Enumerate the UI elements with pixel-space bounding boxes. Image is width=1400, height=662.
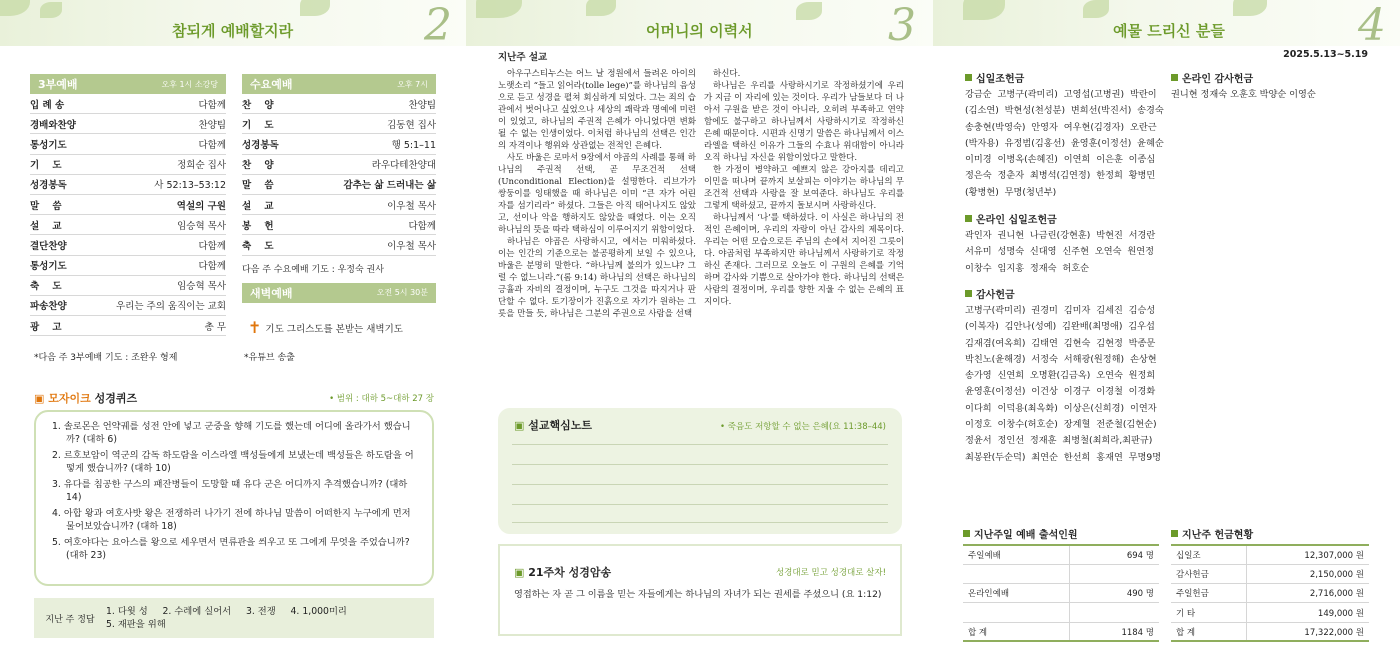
name-line: (이복자) 김안나(성예) 김완배(최명애) 김우섭 [965,321,1155,333]
schedule-row [30,94,226,114]
row-value: 다함께 [198,99,226,111]
wednesday-table [242,74,436,353]
dawn-note: *유튜브 송출 [244,353,295,363]
answers-line-1: 1. 다윗 성 2. 수레에 실어서 3. 전쟁 4. 1,000미리 [106,606,347,617]
page-title: 어머니의 이력서 [646,22,753,40]
attendance-table [963,544,1159,642]
row-label: 성경봉독 [242,139,279,151]
quiz-question: 5. 여호야다는 요아스를 왕으로 세우면서 면류관을 씌우고 또 그에게 무엇을 주었습니까? (대하 23) [52,537,410,561]
row-label: 설 교 [30,220,62,232]
row-label: 입 례 송 [30,99,65,111]
row-label: 찬 양 [242,160,274,172]
quiz-title: 성경퀴즈 [94,392,138,405]
row-value: 역설의 구원 [176,200,226,212]
quiz-header [34,390,434,406]
schedule-row [30,215,226,235]
note-title: 설교핵심노트 [528,419,593,432]
note-line [512,522,888,523]
quiz-questions [52,420,422,562]
row-value: 다함께 [408,220,436,232]
stat-total-value: 1184 명 [1070,622,1159,641]
row-label: 통성기도 [30,139,67,151]
square-icon: ▣ [514,566,525,579]
name-line: 김재겸(여옥희) 김태연 김현숙 김현정 박종문 [965,337,1156,349]
stat-label: 십일조 [1171,545,1247,564]
sermon-note-box [498,408,902,534]
row-label: 말 씀 [30,200,62,212]
quiz-box [34,410,434,586]
square-icon [965,215,972,222]
row-label: 기 도 [242,119,274,131]
service-3-header: 3부예배 오후 1시 소강당 [30,74,226,94]
name-line: 강금순 고병구(곽미리) 고영섭(고병권) 박란이 [965,89,1157,100]
note-line [512,484,888,485]
row-label: 경배와찬양 [30,119,76,131]
square-icon [963,530,970,537]
offering-section [1171,526,1369,642]
schedule-row [242,114,436,134]
tithe-names [965,87,1171,201]
row-label: 말 씀 [242,180,274,192]
stat-total-row [1171,622,1369,641]
sermon-paragraph: 하나님은 야곱은 사랑하시고, 에서는 미워하셨다. 이는 인간의 기준으로는 불공평하게 보일 수 있으나, 바울은 분명히 말한다. “하나님께 불의가 있느냐? 그럴 수 없느니라.”(롬 9:14) 하나님의 선택은 하나님의 긍휼과 자비의 결정이며, 누구도 그것을 따지거나 판단할 수 없다. 토기장이가 진흙으로 자기가 원하는 그릇을 만들 듯, 하나님은 그분의 주권으로 사람을 선택 [498,237,696,319]
stat-label [963,603,1070,622]
stat-value [1070,603,1159,622]
name-line: 고병구(곽미리) 권경미 김미자 김세진 김승성 [965,305,1156,316]
stat-label: 온라인예배 [963,584,1070,603]
stat-total-label: 합 계 [1171,622,1247,641]
row-value: 이우철 목사 [387,200,436,212]
stat-value [1070,564,1159,583]
date-range: 2025.5.13~5.19 [1283,49,1368,60]
dawn-header: 새벽예배 오전 5시 30분 [242,283,436,303]
schedule-row [30,256,226,276]
stat-value: 2,150,000 원 [1247,564,1369,583]
thanks-names [965,303,1171,466]
row-label: 통성기도 [30,261,67,273]
schedule-row [30,316,226,336]
stat-label [963,564,1070,583]
attendance-title: 지난주일 예배 출석인원 [974,530,1078,541]
schedule-row [30,134,226,154]
stat-total-label: 합 계 [963,622,1070,641]
page-number: 4 [1358,0,1386,51]
schedule-row [30,155,226,175]
note-tag: • 죽음도 저항할 수 없는 은혜(요 11:38–44) [720,422,886,432]
schedule-row [242,195,436,215]
row-value: 김동현 집사 [387,119,436,131]
name-line: 송충현(박영숙) 안영자 여우현(김경자) 오란근 [965,121,1157,133]
name-line: 정윤서 정인선 정재훈 최병철(최희라,최판규) [965,435,1153,447]
square-icon: ▣ [514,419,525,432]
schedule-row [30,195,226,215]
sermon-paragraph: 하나님께서 ‘나’를 택하셨다. 이 사실은 하나님의 전적인 은혜이며, 우리의 자랑이 아닌 감사의 제목이다. 우리는 어떤 모습으로든 주님의 손에서 지어진 그릇이다. 야곱처럼 부족하지만 하나님께서 사랑하기로 작정하신 존재다. 그러므로 오늘도 이 구원의 은혜를 기억하며 감사와 기쁨으로 살아가야 한다. 하나님의 선택은 사람의 결정이며, 우리를 향한 지울 수 없는 은혜의 표지이다. [704,213,904,307]
sermon-column-1 [498,68,696,320]
name-line: 서유미 성명숙 신대영 신주현 오연숙 원연정 [965,246,1154,258]
row-label: 찬 양 [242,99,274,111]
stat-value: 12,307,000 원 [1247,545,1369,564]
recitation-verse: 영접하는 자 곧 그 이름을 믿는 자들에게는 하나님의 자녀가 되는 권세를 주셨으니 (요 1:12) [514,589,882,600]
row-label: 설 교 [242,200,274,212]
stat-value: 694 명 [1070,545,1159,564]
page-2 [0,0,466,662]
row-value: 찬양팀 [198,119,226,131]
stat-row [963,545,1159,564]
name-line: (박자용) 유정범(김홍선) 윤영훈(이정선) 윤혜순 [965,137,1164,149]
row-value: 사 52:13–53:12 [154,180,226,192]
quiz-question: 3. 유다를 침공한 구스의 패잔병들이 도망할 때 유다 군은 어디까지 추격했습니까? (대하 14) [52,479,408,503]
schedule-row [30,175,226,195]
row-value: 우리는 주의 움직이는 교회 [115,301,226,313]
page-number: 2 [424,0,452,51]
dawn-logo: ✝ 기도 그리스도를 본받는 새벽기도 [248,318,403,337]
name-line: 이정호 이창수(허호순) 장계혈 전준철(김현순) [965,419,1157,431]
stat-label: 주일헌금 [1171,584,1247,603]
row-label: 축 도 [30,281,62,293]
recitation-tag: 성경대로 믿고 성경대로 살자! [775,568,886,578]
schedule-row [242,235,436,255]
row-value: 감추는 삶 드러내는 삶 [343,180,436,192]
row-value: 임승혁 목사 [177,281,226,293]
attendance-section [963,526,1159,642]
wednesday-rows [242,94,436,256]
stat-row [1171,545,1369,564]
row-value: 라우다테찬양대 [371,160,436,172]
stat-row [1171,603,1369,622]
wednesday-header: 수요예배 오후 7시 [242,74,436,94]
name-line: 박친노(윤해경) 서정숙 서해광(원정해) 손상현 [965,353,1157,365]
stat-total-row [963,622,1159,641]
sermon-paragraph: 아우구스티누스는 어느 날 정원에서 들려온 아이의 노랫소리 “들고 읽어라(tolle lege)”를 하나님의 음성으로 듣고 성경을 펼쳐 회심하게 되었다. 그는 죄의 습관에서 벗어나고 싶었으나 세상의 쾌락과 명예에 미련이 있었고, 하나님의 주권적 은혜가 아니었다면 변화될 수 없는 인생이었다. 이처럼 하나님의 선택은 인간의 자격이나 행위와 상관없는 전적인 은혜다. [498,69,696,151]
answers-label: 지난 주 정답 [45,614,95,625]
cross-icon: ✝ [248,318,262,337]
answers-line-2: 5. 재판을 위해 [106,619,166,630]
quiz-brand: 모자이크 [48,392,91,405]
name-line: 이미경 이병옥(손혜진) 이연희 이은훈 이종심 [965,154,1156,166]
stat-total-value: 17,322,000 원 [1247,622,1369,641]
quiz-question: 4. 아합 왕과 여호사밧 왕은 전쟁하러 나가기 전에 하나님 말씀이 어떠한지 누구에게 먼저 물어보았습니까? (대하 18) [52,508,411,532]
square-icon [965,290,972,297]
stat-row [963,564,1159,583]
row-label: 축 도 [242,240,274,252]
name-line: (황병현) 무명(청년부) [965,186,1057,198]
page-title: 참되게 예배할지라 [172,22,294,40]
tithe-section [965,70,1171,201]
name-line: 최봉완(두순덕) 최연순 한선희 홍재연 무명9명 [965,451,1162,463]
page-title: 예물 드리신 분들 [1113,22,1225,40]
quiz-range: • 범위 : 대하 5~대하 27 장 [329,394,434,404]
recitation-title: 21주차 성경암송 [528,566,612,579]
tithe-title: 십일조헌금 [976,74,1025,85]
stat-row [963,603,1159,622]
row-value: 정희순 집사 [177,160,226,172]
thanks-section [965,286,1171,466]
schedule-row [242,94,436,114]
thanks-title: 감사헌금 [976,290,1015,301]
row-value: 임승혁 목사 [177,220,226,232]
note-line [512,504,888,505]
row-value: 행 5:1–11 [391,139,436,151]
schedule-row [242,155,436,175]
row-label: 파송찬양 [30,301,67,313]
online-thanks-title: 온라인 감사헌금 [1182,74,1254,85]
sermon-paragraph: 하나님은 우리를 사랑하시기로 작정하셨기에 우리가 지금 이 자리에 있는 것이다. 우리가 남들보다 더 나아서 구원을 받은 것이 아니라, 오히려 부족하고 연약함에도 불구하고 하나님께서 사랑하시기로 작정하신 은혜 때문이다. 시편과 신명기 말씀은 하나님께서 이스라엘을 택하신 이유가 그들의 수효나 위대함이 아니라 오직 하나님 자신을 위함이었다고 말한다. [704,81,904,163]
recitation-box [498,544,902,636]
sermon-column-2 [704,68,904,308]
note-line [512,464,888,465]
row-value: 다함께 [198,261,226,273]
square-icon [1171,530,1178,537]
square-icon: ▣ [34,392,45,405]
service-3-rows [30,94,226,336]
row-label: 봉 헌 [242,220,274,232]
stat-label: 주일예배 [963,545,1070,564]
last-week-answers [34,598,434,638]
stat-value: 2,716,000 원 [1247,584,1369,603]
sermon-paragraph: 한 가정이 병약하고 예쁘지 않은 강아지를 데리고 이민을 떠나며 끝까지 보살피는 이야기는 하나님의 무조건적 선택과 사랑을 잘 보여준다. 하나님도 우리를 그렇게 택하셨고, 끝까지 돌보시며 사랑하신다. [704,165,904,211]
schedule-row [30,296,226,316]
stat-row [1171,564,1369,583]
offering-table [1171,544,1369,642]
stat-label: 기 타 [1171,603,1247,622]
service-3-note: *다음 주 3부예배 기도 : 조완우 형제 [34,353,178,363]
row-value: 총 무 [204,321,226,333]
online-tithe-names [965,228,1171,277]
name-line: 곽인자 권니현 나금린(강현훈) 박현진 서경란 [965,230,1156,241]
stat-row [1171,584,1369,603]
stat-label: 감사헌금 [1171,564,1247,583]
row-value: 찬양팀 [408,99,436,111]
offering-title: 지난주 헌금현황 [1182,530,1254,541]
row-label: 성경봉독 [30,180,67,192]
quiz-question: 2. 르호보암이 역군의 감독 하도람을 이스라엘 백성들에게 보냈는데 백성들은 하도람을 어떻게 했습니까? (대하 10) [52,450,414,474]
name-line: 윤영훈(이정선) 이건상 이경구 이경철 이경화 [965,386,1156,398]
name-line: 송가영 신연희 오명환(김금옥) 오연숙 원정희 [965,370,1156,382]
schedule-row [242,215,436,235]
schedule-row [30,235,226,255]
schedule-row [242,134,436,154]
page-number: 3 [888,0,916,51]
online-thanks-names: 권니현 정재숙 오훈호 박양순 이영순 [1171,89,1316,100]
page-4 [933,0,1400,662]
square-icon [965,74,972,81]
row-label: 기 도 [30,160,62,172]
name-line: 정은숙 정춘자 최병석(김연정) 한정희 황병민 [965,170,1156,182]
wednesday-note: 다음 주 수요예배 기도 : 우정숙 권사 [242,264,384,275]
schedule-row [30,276,226,296]
online-tithe-section [965,211,1171,277]
sermon-paragraph: 하신다. [713,69,741,79]
section-label: 지난주 설교 [498,52,548,63]
row-value: 다함께 [198,240,226,252]
quiz-question: 1. 솔로몬은 언약궤를 성전 안에 넣고 군중을 향해 기도를 했는데 어디에 올라가서 했습니까? (대하 6) [52,421,411,445]
online-thanks-section [1171,70,1371,103]
row-value: 이우철 목사 [387,240,436,252]
name-line: 이다희 이덕용(최옥화) 이상은(신희경) 이연자 [965,402,1157,414]
row-label: 결단찬양 [30,240,67,252]
name-line: 이창수 임지홍 정재숙 허호순 [965,262,1090,274]
note-line [512,444,888,445]
square-icon [1171,74,1178,81]
schedule-row [30,114,226,134]
row-label: 광 고 [30,321,62,333]
stat-row [963,584,1159,603]
sermon-paragraph: 사도 바울은 로마서 9장에서 야곱의 사례를 통해 하나님의 주권적 선택, 곧 무조건적 선택(Unconditional Election)을 설명한다. 리브가가 쌍둥이를 잉태했을 때 하나님은 이미 “큰 자가 어린 자를 섬기리라” 하셨다. 그들은 아직 태어나지도 않았고, 선이나 악을 행하지도 않았을 때였다. 이는 오직 하나님의 뜻을 따라 택하심이 이루어지기 위함이었다. [498,153,696,235]
stat-value: 149,000 원 [1247,603,1369,622]
row-value: 다함께 [198,139,226,151]
service-3-table [30,74,226,336]
stat-value: 490 명 [1070,584,1159,603]
schedule-row [242,175,436,195]
online-tithe-title: 온라인 십일조헌금 [976,215,1057,226]
name-line: (김소연) 박현성(천성분) 변희선(박진서) 송경숙 [965,105,1164,117]
